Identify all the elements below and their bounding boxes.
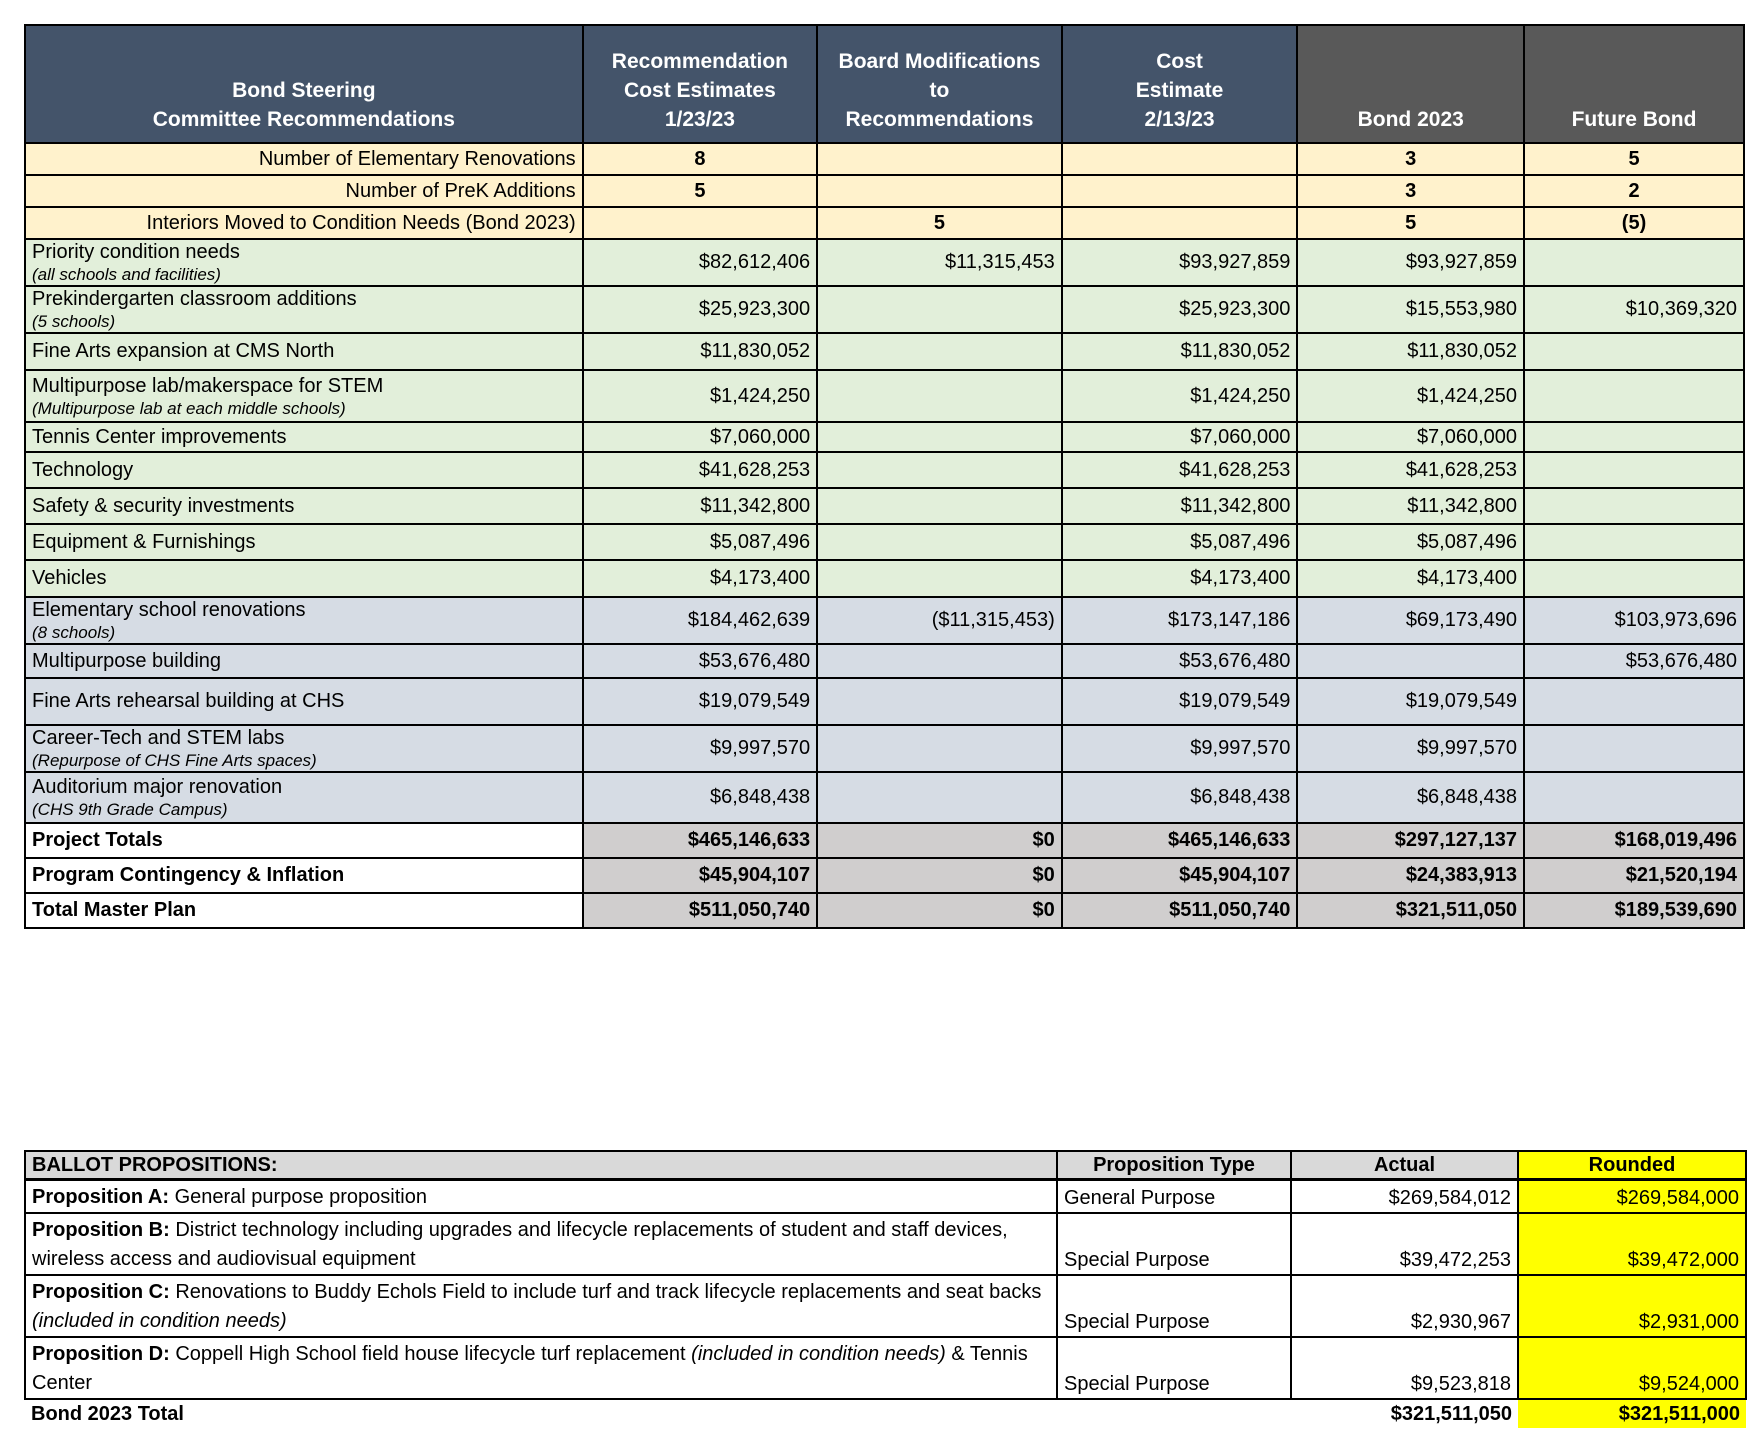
item-value: $41,628,253: [1297, 452, 1524, 488]
item-value: $41,628,253: [583, 452, 818, 488]
proposition-tail: & Tennis Center: [32, 1343, 1028, 1394]
proposition-note: (included in condition needs): [691, 1343, 946, 1365]
item-label-cell: [25, 286, 583, 333]
count-value: 3: [1297, 143, 1524, 175]
item-value: [817, 452, 1062, 488]
item-label: Career-Tech and STEM labs: [32, 727, 285, 749]
count-value: [583, 207, 818, 239]
item-value: $6,848,438: [1062, 772, 1298, 823]
count-value: [817, 143, 1062, 175]
proposition-note: (included in condition needs): [32, 1310, 287, 1332]
table-row: [25, 488, 1744, 524]
proposition-name: Proposition D:: [32, 1343, 170, 1365]
total-value: $168,019,496: [1524, 823, 1744, 858]
total-value: $465,146,633: [1062, 823, 1298, 858]
item-note: (all schools and facilities): [32, 265, 221, 284]
item-value: $9,997,570: [1062, 725, 1298, 772]
proposition-row: [25, 1275, 1746, 1337]
item-label: Technology: [32, 458, 134, 481]
proposition-text: District technology including upgrades and lifecycle replacements of student and staff devices, wireless access and audiovisual equipment: [32, 1219, 1008, 1270]
item-label: Prekindergarten classroom additions: [32, 288, 357, 310]
item-value: $69,173,490: [1297, 597, 1524, 644]
item-value: [1524, 524, 1744, 560]
table-row: [25, 333, 1744, 370]
item-label-cell: [25, 772, 583, 823]
item-value: $19,079,549: [583, 678, 818, 725]
total-value: $45,904,107: [1062, 858, 1298, 893]
item-value: $9,997,570: [1297, 725, 1524, 772]
count-row: [25, 175, 1744, 207]
item-value: $10,369,320: [1524, 286, 1744, 333]
item-value: $6,848,438: [1297, 772, 1524, 823]
item-label-cell: [25, 239, 583, 286]
header-board-modifications: Board Modifications to Recommendations: [817, 25, 1062, 143]
item-value: $1,424,250: [1062, 370, 1298, 422]
item-label: Fine Arts rehearsal building at CHS: [32, 690, 345, 712]
ballot-title: BALLOT PROPOSITIONS:: [25, 1151, 1057, 1180]
proposition-actual: $2,930,967: [1291, 1275, 1518, 1337]
item-value: $11,830,052: [1062, 333, 1298, 370]
total-row: [25, 823, 1744, 858]
item-value: [817, 560, 1062, 597]
item-value: $53,676,480: [1524, 644, 1744, 678]
proposition-name: Proposition B:: [32, 1219, 170, 1241]
total-value: $24,383,913: [1297, 858, 1524, 893]
bond-summary-table: [24, 24, 1745, 929]
proposition-row: [25, 1213, 1746, 1275]
item-label: Fine Arts expansion at CMS North: [32, 340, 335, 362]
table-row: [25, 422, 1744, 452]
count-value: 5: [817, 207, 1062, 239]
table-row: [25, 725, 1744, 772]
total-label: Total Master Plan: [25, 893, 583, 928]
count-value: 2: [1524, 175, 1744, 207]
item-value: [1524, 560, 1744, 597]
item-label: Multipurpose lab/makerspace for STEM: [32, 374, 384, 397]
count-row: [25, 143, 1744, 175]
item-value: $184,462,639: [583, 597, 818, 644]
ballot-total-row: [25, 1399, 1746, 1428]
count-value: [817, 175, 1062, 207]
proposition-name: Proposition A:: [32, 1186, 170, 1208]
item-value: $7,060,000: [1297, 422, 1524, 452]
item-note: (8 schools): [32, 623, 116, 642]
proposition-description: [25, 1275, 1057, 1337]
item-value: $93,927,859: [1062, 239, 1298, 286]
ballot-body: [25, 1151, 1746, 1428]
item-value: $53,676,480: [583, 644, 818, 678]
total-value: $321,511,050: [1297, 893, 1524, 928]
item-value: [1297, 644, 1524, 678]
proposition-rounded: $269,584,000: [1518, 1180, 1746, 1214]
ballot-total-actual: $321,511,050: [1390, 1402, 1512, 1425]
item-value: $11,342,800: [1062, 488, 1298, 524]
proposition-type: Special Purpose: [1057, 1213, 1291, 1275]
item-value: $11,342,800: [1297, 488, 1524, 524]
item-label: Multipurpose building: [32, 649, 222, 672]
count-label: Interiors Moved to Condition Needs (Bond 2023): [25, 207, 583, 239]
table-row: [25, 370, 1744, 422]
item-label-cell: [25, 488, 583, 524]
proposition-type-header: Proposition Type: [1057, 1151, 1291, 1180]
proposition-rounded: $39,472,000: [1518, 1213, 1746, 1275]
item-value: [817, 333, 1062, 370]
item-value: $5,087,496: [1062, 524, 1298, 560]
proposition-type: General Purpose: [1057, 1180, 1291, 1214]
item-value: $1,424,250: [1297, 370, 1524, 422]
proposition-description: [25, 1213, 1057, 1275]
item-label-cell: [25, 524, 583, 560]
item-label-cell: [25, 597, 583, 644]
total-row: [25, 893, 1744, 928]
item-value: $93,927,859: [1297, 239, 1524, 286]
item-value: [817, 370, 1062, 422]
proposition-actual: $39,472,253: [1291, 1213, 1518, 1275]
item-value: $4,173,400: [1297, 560, 1524, 597]
table-row: [25, 560, 1744, 597]
item-label: Vehicles: [32, 567, 107, 589]
item-label-cell: [25, 560, 583, 597]
proposition-description: [25, 1180, 1057, 1214]
item-value: [1524, 488, 1744, 524]
item-value: $9,997,570: [583, 725, 818, 772]
total-label: Program Contingency & Inflation: [25, 858, 583, 893]
item-value: [1524, 370, 1744, 422]
item-label: Equipment & Furnishings: [32, 530, 256, 553]
count-value: 5: [583, 175, 818, 207]
proposition-description: [25, 1337, 1057, 1399]
item-note: (Multipurpose lab at each middle schools): [32, 398, 346, 418]
item-value: $5,087,496: [583, 524, 818, 560]
item-label-cell: [25, 370, 583, 422]
item-value: [817, 772, 1062, 823]
item-value: $7,060,000: [583, 422, 818, 452]
proposition-text: Coppell High School field house lifecycle turf replacement: [175, 1343, 686, 1365]
rounded-header: Rounded: [1518, 1151, 1746, 1180]
item-value: [817, 524, 1062, 560]
header-cost-estimate: Cost Estimate 2/13/23: [1062, 25, 1298, 143]
item-value: $11,342,800: [583, 488, 818, 524]
total-value: $511,050,740: [583, 893, 818, 928]
item-value: [1524, 333, 1744, 370]
item-value: [817, 422, 1062, 452]
item-value: [1524, 452, 1744, 488]
total-value: $45,904,107: [583, 858, 818, 893]
item-label: Priority condition needs: [32, 241, 240, 263]
item-value: $19,079,549: [1297, 678, 1524, 725]
actual-header: Actual: [1291, 1151, 1518, 1180]
item-value: [817, 644, 1062, 678]
item-note: (5 schools): [32, 312, 116, 331]
table-row: [25, 452, 1744, 488]
ballot-total-spacer: [1057, 1399, 1291, 1428]
item-value: [817, 725, 1062, 772]
item-label-cell: [25, 725, 583, 772]
total-value: $0: [817, 823, 1062, 858]
item-value: $7,060,000: [1062, 422, 1298, 452]
item-value: [817, 488, 1062, 524]
item-label: Safety & security investments: [32, 494, 295, 517]
item-value: [1524, 772, 1744, 823]
count-value: (5): [1524, 207, 1744, 239]
proposition-row: [25, 1337, 1746, 1399]
total-value: $297,127,137: [1297, 823, 1524, 858]
item-value: $11,315,453: [817, 239, 1062, 286]
item-value: $173,147,186: [1062, 597, 1298, 644]
item-value: $4,173,400: [583, 560, 818, 597]
item-label: Auditorium major renovation: [32, 776, 283, 798]
item-value: $19,079,549: [1062, 678, 1298, 725]
item-value: [1524, 725, 1744, 772]
item-value: $11,830,052: [583, 333, 818, 370]
total-value: $0: [817, 893, 1062, 928]
count-row: [25, 207, 1744, 239]
item-label: Tennis Center improvements: [32, 425, 287, 448]
item-label-cell: [25, 452, 583, 488]
table-row: [25, 678, 1744, 725]
ballot-total-label: Bond 2023 Total: [31, 1402, 184, 1425]
proposition-rounded: $2,931,000: [1518, 1275, 1746, 1337]
count-value: [1062, 207, 1298, 239]
count-value: 5: [1297, 207, 1524, 239]
item-value: $53,676,480: [1062, 644, 1298, 678]
proposition-text: General purpose proposition: [174, 1186, 427, 1208]
ballot-total-rounded: $321,511,000: [1518, 1399, 1746, 1428]
total-value: $465,146,633: [583, 823, 818, 858]
item-label-cell: [25, 644, 583, 678]
item-value: $6,848,438: [583, 772, 818, 823]
item-label: Elementary school renovations: [32, 599, 306, 621]
proposition-text: Renovations to Buddy Echols Field to include turf and track lifecycle replacements and seat backs: [175, 1281, 1042, 1303]
item-note: (Repurpose of CHS Fine Arts spaces): [32, 751, 317, 770]
item-value: [817, 678, 1062, 725]
item-value: $4,173,400: [1062, 560, 1298, 597]
count-label: Number of Elementary Renovations: [25, 143, 583, 175]
table-row: [25, 286, 1744, 333]
proposition-rounded: $9,524,000: [1518, 1337, 1746, 1399]
item-label-cell: [25, 333, 583, 370]
count-value: 8: [583, 143, 818, 175]
total-row: [25, 858, 1744, 893]
proposition-type: Special Purpose: [1057, 1275, 1291, 1337]
header-bond-2023: Bond 2023: [1297, 25, 1524, 143]
item-value: [1524, 678, 1744, 725]
header-recommendation-cost: Recommendation Cost Estimates 1/23/23: [583, 25, 818, 143]
proposition-row: [25, 1180, 1746, 1214]
count-label: Number of PreK Additions: [25, 175, 583, 207]
header-committee-recommendations: Bond Steering Committee Recommendations: [25, 25, 583, 143]
item-value: $5,087,496: [1297, 524, 1524, 560]
total-value: $189,539,690: [1524, 893, 1744, 928]
item-value: [1524, 239, 1744, 286]
count-value: 5: [1524, 143, 1744, 175]
proposition-type: Special Purpose: [1057, 1337, 1291, 1399]
table-body: [25, 143, 1744, 928]
item-value: [817, 286, 1062, 333]
total-value: $511,050,740: [1062, 893, 1298, 928]
item-value: $25,923,300: [583, 286, 818, 333]
table-row: [25, 239, 1744, 286]
item-value: $1,424,250: [583, 370, 818, 422]
count-value: [1062, 175, 1298, 207]
total-value: $0: [817, 858, 1062, 893]
proposition-name: Proposition C:: [32, 1281, 170, 1303]
item-value: ($11,315,453): [817, 597, 1062, 644]
ballot-propositions-table: [24, 1150, 1747, 1428]
table-header-row: [25, 25, 1744, 143]
header-future-bond: Future Bond: [1524, 25, 1744, 143]
proposition-actual: $269,584,012: [1291, 1180, 1518, 1214]
item-label-cell: [25, 678, 583, 725]
item-value: $15,553,980: [1297, 286, 1524, 333]
ballot-header-row: [25, 1151, 1746, 1180]
item-value: $103,973,696: [1524, 597, 1744, 644]
table-row: [25, 597, 1744, 644]
table-row: [25, 644, 1744, 678]
count-value: 3: [1297, 175, 1524, 207]
item-label-cell: [25, 422, 583, 452]
item-value: [1524, 422, 1744, 452]
item-value: $25,923,300: [1062, 286, 1298, 333]
table-row: [25, 524, 1744, 560]
count-value: [1062, 143, 1298, 175]
total-label: Project Totals: [25, 823, 583, 858]
item-value: $11,830,052: [1297, 333, 1524, 370]
total-value: $21,520,194: [1524, 858, 1744, 893]
item-value: $41,628,253: [1062, 452, 1298, 488]
table-row: [25, 772, 1744, 823]
item-value: $82,612,406: [583, 239, 818, 286]
proposition-actual: $9,523,818: [1291, 1337, 1518, 1399]
item-note: (CHS 9th Grade Campus): [32, 800, 228, 819]
